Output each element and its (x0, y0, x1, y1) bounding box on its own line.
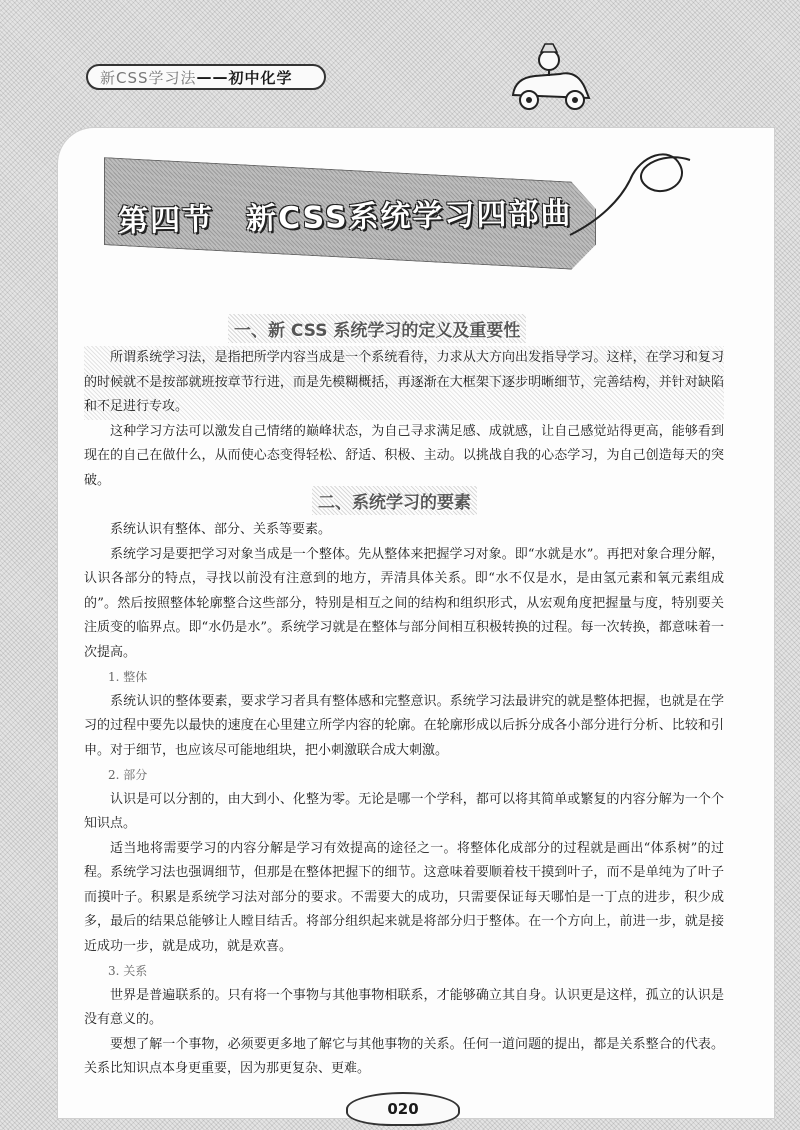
paragraph: 这种学习方法可以激发自己情绪的巅峰状态，为自己寻求满足感、成就感，让自己感觉站得更高，能够看到现在的自己在做什么，从而使心态变得轻松、舒适、积极、主动。以挑战自我的心态学习，为自己创造每天的突破。 (84, 423, 724, 488)
section-heading-2: 二、系统学习的要素 (312, 486, 477, 515)
car-cartoon-icon (505, 40, 595, 115)
book-title-subject: 初中化学 (228, 68, 293, 87)
paragraph: 所谓系统学习法，是指把所学内容当成是一个系统看待，力求从大方向出发指导学习。这样，在学习和复习的时候就不是按部就班按章节行进，而是先模糊概括，再逐渐在大框架下逐步明晰细节，完善结构，并针对缺陷和不足进行专攻。 (84, 346, 724, 420)
section-2-body (84, 518, 724, 1082)
paragraph: 系统认识的整体要素，要求学习者具有整体感和完整意识。系统学习法最讲究的就是整体把握，也就是在学习的过程中要先以最快的速度在心里建立所学内容的轮廓。在轮廓形成以后拆分成各小部分进行分析、比较和引申。对于细节，也应该尽可能地组块，把小刺激联合成大刺激。 (84, 693, 724, 758)
section-title: 第四节 新CSS系统学习四部曲 (117, 196, 573, 240)
book-title-separator: —— (196, 68, 229, 86)
section-heading-1: 一、新 CSS 系统学习的定义及重要性 (228, 314, 526, 343)
paragraph: 系统认识有整体、部分、关系等要素。 (110, 522, 332, 537)
paragraph: 世界是普遍联系的。只有将一个事物与其他事物相联系，才能够确立其自身。认识更是这样，孤立的认识是没有意义的。 (84, 987, 724, 1027)
subsection-label-relation: 3. 关系 (108, 964, 148, 978)
paragraph: 系统学习是要把学习对象当成是一个整体。先从整体来把握学习对象。即“水就是水”。再把对象合理分解，认识各部分的特点，寻找以前没有注意到的地方，弄清具体关系。即“水不仅是水，是由氢元素和氧元素组成的”。然后按照整体轮廓整合这些部分，特别是相互之间的结构和组织形式，从宏观角度把握量与度，特别要关注质变的临界点。即“水仍是水”。系统学习就是在整体与部分间相互积极转换的过程。每一次转换，都意味着一次提高。 (84, 546, 724, 660)
subsection-label-whole: 1. 整体 (108, 670, 148, 684)
book-title-prefix: 新CSS学习法 (100, 68, 197, 87)
paragraph: 认识是可以分割的，由大到小、化整为零。无论是哪一个学科，都可以将其简单或繁复的内容分解为一个个知识点。 (84, 791, 724, 831)
page-number: 020 (387, 1100, 419, 1118)
subsection-label-part: 2. 部分 (108, 768, 148, 782)
book-header-badge (86, 64, 326, 90)
paragraph: 适当地将需要学习的内容分解是学习有效提高的途径之一。将整体化成部分的过程就是画出“体系树”的过程。系统学习法也强调细节，但那是在整体把握下的细节。这意味着要顺着枝干摸到叶子，而不是单纯为了叶子而摸叶子。积累是系统学习法对部分的要求。不需要大的成功，只需要保证每天哪怕是一丁点的进步，积少成多，最后的结果总能够让人瞠目结舌。将部分组织起来就是将部分归于整体。在一个方向上，前进一步，就是接近成功一步，就是成功，就是欢喜。 (84, 840, 724, 954)
section-1-body (84, 346, 724, 493)
paragraph: 要想了解一个事物，必须要更多地了解它与其他事物的关系。任何一道问题的提出，都是关系整合的代表。关系比知识点本身更重要，因为那更复杂、更难。 (84, 1036, 724, 1076)
page-number-badge (346, 1092, 460, 1126)
